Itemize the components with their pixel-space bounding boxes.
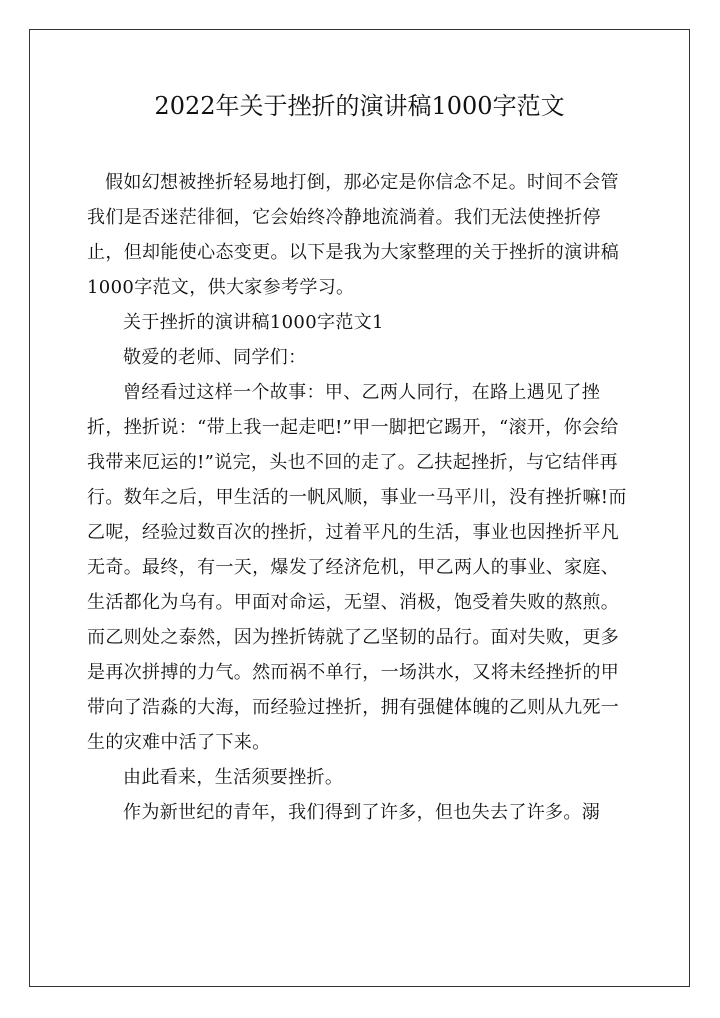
salutation: 敬爱的老师、同学们：	[123, 347, 307, 368]
document-title: 2022年关于挫折的演讲稿1000字范文	[154, 92, 565, 120]
section-heading: 关于挫折的演讲稿1000字范文1	[123, 312, 384, 333]
story-paragraph: 曾经看过这样一个故事：甲、乙两人同行，在路上遇见了挫折，挫折说：“带上我一起走吧!”甲一脚把它踢开，“滚开，你会给我带来厄运的!”说完，头也不回的走了。乙扶起挫折，与它结伴再行。数年之后，甲生活的一帆风顺，事业一马平川，没有挫折嘛!而乙呢，经验过数百次的挫折，过着平凡的生活，事业也因挫折平凡无奇。最终，有一天，爆发了经济危机，甲乙两人的事业、家庭、生活都化为乌有。甲面对命运，无望、消极，饱受着失败的熬煎。而乙则处之泰然，因为挫折铸就了乙坚韧的品行。面对失败，更多是再次拼搏的力气。然而祸不单行，一场洪水，又将未经挫折的甲带向了浩淼的大海，而经验过挫折，拥有强健体魄的乙则从九死一生的灾难中活了下来。	[87, 382, 627, 753]
document-body	[87, 165, 633, 830]
intro-paragraph: 假如幻想被挫折轻易地打倒，那必定是你信念不足。时间不会管我们是否迷茫徘徊，它会始终冷静地流淌着。我们无法使挫折停止，但却能使心态变更。以下是我为大家整理的关于挫折的演讲稿1000字范文，供大家参考学习。	[87, 172, 620, 298]
conclusion-line: 由此看来，生活须要挫折。	[123, 767, 344, 788]
closing-paragraph: 作为新世纪的青年，我们得到了许多，但也失去了许多。溺	[123, 802, 601, 823]
